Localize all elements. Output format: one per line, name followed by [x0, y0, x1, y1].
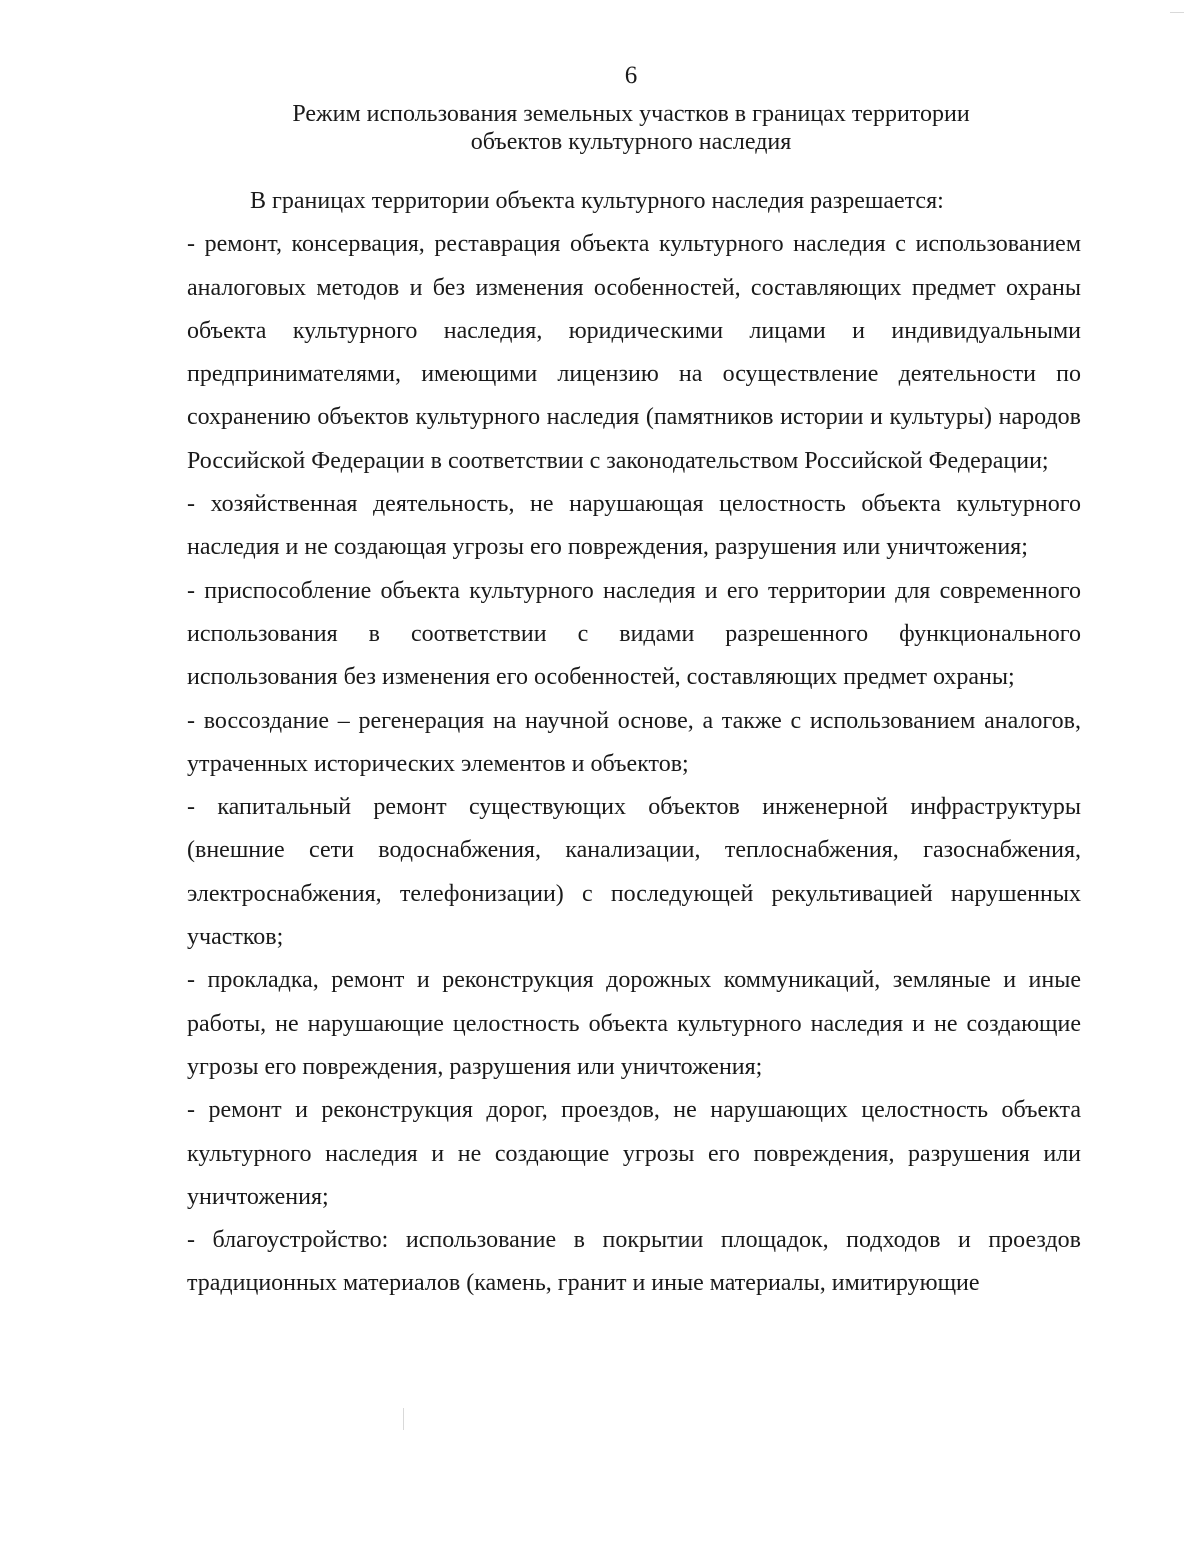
list-item: - приспособление объекта культурного наследия и его территории для современного использования в соответствии с видами разрешенного функционального использования без изменения его особенностей, составляющих предмет охраны;: [187, 577, 1081, 691]
heading-line-1: Режим использования земельных участков в границах территории: [292, 101, 970, 127]
list-item: - ремонт, консервация, реставрация объекта культурного наследия с использованием аналоговых методов и без изменения особенностей, составляющих предмет охраны объекта культурного наследия, юридическими лицами и индивидуальными предпринимателями, имеющими лицензию на осуществление деятельности по сохранению объектов культурного наследия (памятников истории и культуры) народов Российской Федерации в соответствии с законодательством Российской Федерации;: [187, 231, 1081, 474]
heading-line-2: объектов культурного наследия: [470, 129, 792, 155]
list-item: - благоустройство: использование в покрытии площадок, подходов и проездов традиционных материалов (камень, гранит и иные материалы, имитирующие: [187, 1227, 1081, 1297]
document-body: [187, 180, 1081, 1306]
list-item: - прокладка, ремонт и реконструкция дорожных коммуникаций, земляные и иные работы, не нарушающие целостность объекта культурного наследия и не создающие угрозы его повреждения, разрушения или уничтожения;: [187, 967, 1081, 1080]
scan-artifact: [1170, 12, 1184, 13]
list-item: - ремонт и реконструкция дорог, проездов, не нарушающих целостность объекта культурного наследия и не создающие угрозы его повреждения, разрушения или уничтожения;: [187, 1097, 1081, 1210]
list-item: - хозяйственная деятельность, не нарушающая целостность объекта культурного наследия и не создающая угрозы его повреждения, разрушения или уничтожения;: [187, 491, 1081, 561]
list-item: - капитальный ремонт существующих объектов инженерной инфраструктуры (внешние сети водоснабжения, канализации, теплоснабжения, газоснабжения, электроснабжения, телефонизации) с последующей рекультивацией нарушенных участков;: [187, 794, 1081, 951]
scan-artifact: [403, 1408, 404, 1430]
page-number: 6: [624, 62, 638, 89]
list-item: - воссоздание – регенерация на научной основе, а также с использованием аналогов, утраченных исторических элементов и объектов;: [187, 707, 1081, 777]
section-heading: [0, 100, 1200, 156]
intro-paragraph: В границах территории объекта культурного наследия разрешается:: [250, 188, 944, 214]
